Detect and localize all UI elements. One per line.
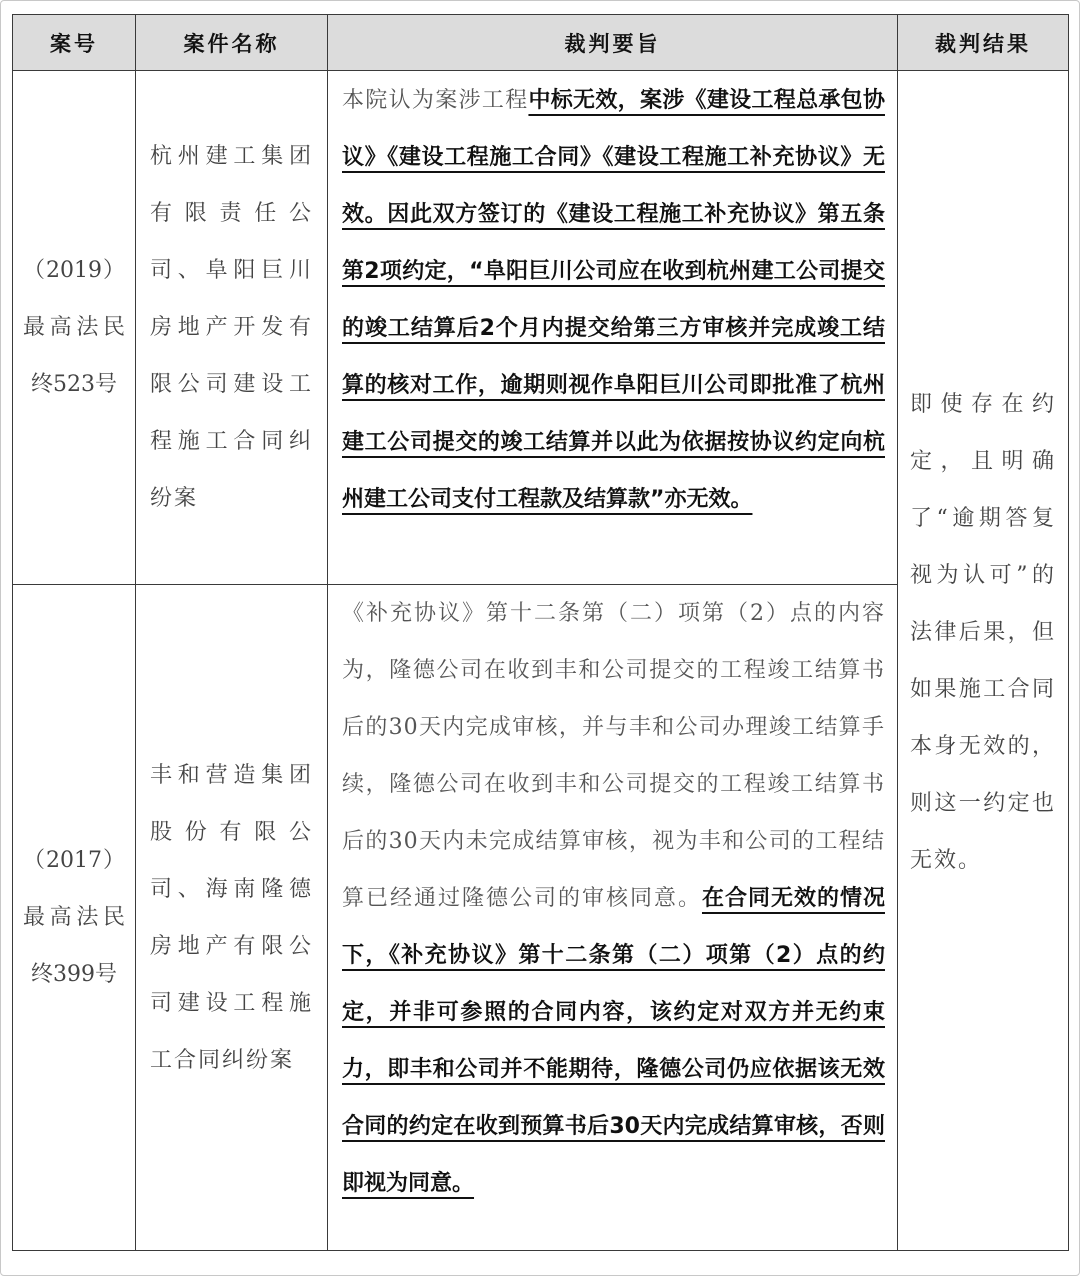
gist-text: 《补充协议》第十二条第（二）项第（2）点的内容为，隆德公司在收到丰和公司提交的工程竣工结算书后的30天内完成审核，并与丰和公司办理竣工结算手续，隆德公司在收到丰和公司提交的工程竣工结算书后的30天内未完成结算审核，视为丰和公司的工程结算已经通过隆德公司的审核同意。 [342, 601, 885, 911]
case-name: 丰和营造集团股份有限公司、海南隆德房地产有限公司建设工程施工合同纠纷案 [136, 585, 328, 1251]
table-row [13, 71, 1069, 585]
header-result: 裁判结果 [898, 15, 1069, 71]
case-name: 杭州建工集团有限责任公司、阜阳巨川房地产开发有限公司建设工程施工合同纠纷案 [136, 71, 328, 585]
judgment-result [898, 71, 1069, 1251]
result-text: 即使存在约定，且明确了“逾期答复视为认可”的法律后果，但如果施工合同本身无效的，则这一约定也无效。 [910, 392, 1056, 873]
gist-highlight: 在合同无效的情况下，《补充协议》第十二条第（二）项第（2）点的约定，并非可参照的合同内容，该约定对双方并无约束力，即丰和公司并不能期待，隆德公司仍应依据该无效合同的约定在收到预算书后30天内完成结算审核，否则即视为同意。 [342, 886, 885, 1196]
case-number: （2019）最高法民终523号 [13, 71, 136, 585]
gist-text: 本院认为案涉工程 [342, 88, 529, 113]
case-number: （2017）最高法民终399号 [13, 585, 136, 1251]
header-case-no: 案号 [13, 15, 136, 71]
gist-highlight: 中标无效，案涉《建设工程总承包协议》《建设工程施工合同》《建设工程施工补充协议》无效。因此双方签订的《建设工程施工补充协议》第五条第2项约定，“阜阳巨川公司应在收到杭州建工公司提交的竣工结算后2个月内提交给第三方审核并完成竣工结算的核对工作，逾期则视作阜阳巨川公司即批准了杭州建工公司提交的竣工结算并以此为依据按协议约定向杭州建工公司支付工程款及结算款”亦无效。 [342, 88, 885, 512]
judgment-gist [328, 71, 898, 585]
header-gist: 裁判要旨 [328, 15, 898, 71]
judgment-gist [328, 585, 898, 1251]
header-case-name: 案件名称 [136, 15, 328, 71]
case-table [12, 14, 1069, 1251]
header-row [13, 15, 1069, 71]
